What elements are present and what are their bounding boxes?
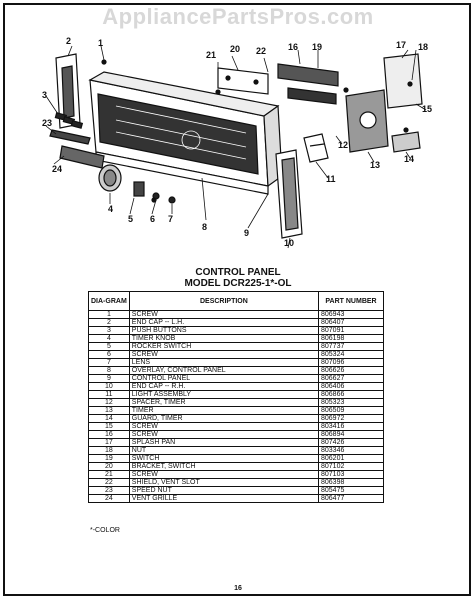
table-row [89, 335, 384, 343]
table-row [89, 455, 384, 463]
diagram-number: 24 [89, 495, 130, 503]
description: OVERLAY, CONTROL PANEL [129, 367, 318, 375]
callout-5: 5 [128, 214, 134, 224]
callout-22: 22 [256, 46, 267, 56]
description: SPEED NUT [129, 487, 318, 495]
callout-4: 4 [108, 204, 114, 214]
table-row [89, 343, 384, 351]
callout-11: 11 [326, 174, 336, 184]
part-number: 807737 [319, 343, 384, 351]
callout-14: 14 [404, 154, 415, 164]
table-row [89, 359, 384, 367]
diagram-number: 20 [89, 463, 130, 471]
callout-19: 19 [312, 42, 323, 52]
diagram-number: 12 [89, 399, 130, 407]
table-row [89, 399, 384, 407]
description: LIGHT ASSEMBLY [129, 391, 318, 399]
table-row [89, 463, 384, 471]
callout-21: 21 [206, 50, 217, 60]
diagram-number: 1 [89, 311, 130, 319]
description: SCREW [129, 431, 318, 439]
part-number: 806509 [319, 407, 384, 415]
callout-20: 20 [230, 44, 241, 54]
table-row [89, 495, 384, 503]
part-number: 805324 [319, 351, 384, 359]
diagram-number: 11 [89, 391, 130, 399]
description: END CAP -- L.H. [129, 319, 318, 327]
part-number: 806943 [319, 311, 384, 319]
diagram-number: 7 [89, 359, 130, 367]
col-diagram: DIA-GRAM [89, 292, 130, 311]
description: SWITCH [129, 455, 318, 463]
description: GUARD, TIMER [129, 415, 318, 423]
description: END CAP -- R.H. [129, 383, 318, 391]
part-number: 806198 [319, 335, 384, 343]
table-row [89, 375, 384, 383]
diagram-number: 21 [89, 471, 130, 479]
page-number: 16 [234, 585, 242, 592]
part-number: 807102 [319, 463, 384, 471]
table-row [89, 319, 384, 327]
description: SPLASH PAN [129, 439, 318, 447]
part-number: 806972 [319, 415, 384, 423]
description: SCREW [129, 311, 318, 319]
table-row [89, 447, 384, 455]
callout-24: 24 [52, 164, 63, 174]
part-number: 805475 [319, 487, 384, 495]
part-number: 806627 [319, 375, 384, 383]
table-row [89, 391, 384, 399]
watermark: AppliancePartsPros.com [102, 4, 374, 29]
diagram-number: 15 [89, 423, 130, 431]
table-row [89, 407, 384, 415]
table-row [89, 479, 384, 487]
callout-17: 17 [396, 40, 407, 50]
callout-13: 13 [370, 160, 381, 170]
description: TIMER KNOB [129, 335, 318, 343]
diagram-number: 19 [89, 455, 130, 463]
callout-10: 10 [284, 238, 295, 248]
callout-3: 3 [42, 90, 48, 100]
diagram-number: 17 [89, 439, 130, 447]
description: SPACER, TIMER [129, 399, 318, 407]
diagram-number: 5 [89, 343, 130, 351]
col-part-number: PART NUMBER [319, 292, 384, 311]
table-row [89, 471, 384, 479]
part-number: 806477 [319, 495, 384, 503]
part-number: 806406 [319, 383, 384, 391]
table-row [89, 327, 384, 335]
description: LENS [129, 359, 318, 367]
callout-1: 1 [98, 38, 104, 48]
color-footnote: *-COLOR [90, 527, 120, 534]
diagram-number: 9 [89, 375, 130, 383]
parts-table [88, 291, 384, 503]
part-number: 807103 [319, 471, 384, 479]
diagram-number: 23 [89, 487, 130, 495]
description: SCREW [129, 351, 318, 359]
part-number: 803346 [319, 447, 384, 455]
callout-9: 9 [244, 228, 250, 238]
table-row [89, 431, 384, 439]
callout-6: 6 [150, 214, 156, 224]
model-title: MODEL DCR225-1*-OL [184, 278, 292, 289]
callout-15: 15 [422, 104, 433, 114]
table-row [89, 415, 384, 423]
table-row [89, 439, 384, 447]
diagram-number: 13 [89, 407, 130, 415]
rocker-switch-shape [134, 182, 144, 196]
part-number: 805323 [319, 399, 384, 407]
description: PUSH BUTTONS [129, 327, 318, 335]
description: SHIELD, VENT SLOT [129, 479, 318, 487]
diagram-number: 18 [89, 447, 130, 455]
part-number: 806398 [319, 479, 384, 487]
table-row [89, 487, 384, 495]
callout-7: 7 [168, 214, 174, 224]
diagram-number: 2 [89, 319, 130, 327]
table-row [89, 311, 384, 319]
table-row [89, 423, 384, 431]
description: CONTROL PANEL [129, 375, 318, 383]
diagram-number: 3 [89, 327, 130, 335]
section-title: CONTROL PANEL [195, 267, 281, 278]
description: BRACKET, SWITCH [129, 463, 318, 471]
part-number: 803416 [319, 423, 384, 431]
description: TIMER [129, 407, 318, 415]
part-number: 806866 [319, 391, 384, 399]
part-number: 807096 [319, 359, 384, 367]
part-number: 806626 [319, 367, 384, 375]
exploded-parts-diagram [6, 28, 470, 260]
part-number: 806201 [319, 455, 384, 463]
diagram-number: 8 [89, 367, 130, 375]
col-description: DESCRIPTION [129, 292, 318, 311]
description: SCREW [129, 471, 318, 479]
diagram-number: 14 [89, 415, 130, 423]
part-number: 806407 [319, 319, 384, 327]
description: VENT GRILLE [129, 495, 318, 503]
part-number: 806894 [319, 431, 384, 439]
diagram-number: 10 [89, 383, 130, 391]
callout-18: 18 [418, 42, 429, 52]
part-number: 807091 [319, 327, 384, 335]
table-row [89, 383, 384, 391]
table-header-row [89, 292, 384, 311]
callout-12: 12 [338, 140, 349, 150]
part-number: 807426 [319, 439, 384, 447]
description: SCREW [129, 423, 318, 431]
callout-16: 16 [288, 42, 299, 52]
splash-pan-shape [384, 54, 422, 108]
diagram-number: 6 [89, 351, 130, 359]
description: NUT [129, 447, 318, 455]
callout-8: 8 [202, 222, 208, 232]
table-row [89, 367, 384, 375]
callout-2: 2 [66, 36, 72, 46]
diagram-number: 16 [89, 431, 130, 439]
callout-23: 23 [42, 118, 53, 128]
diagram-number: 4 [89, 335, 130, 343]
description: ROCKER SWITCH [129, 343, 318, 351]
diagram-number: 22 [89, 479, 130, 487]
table-row [89, 351, 384, 359]
